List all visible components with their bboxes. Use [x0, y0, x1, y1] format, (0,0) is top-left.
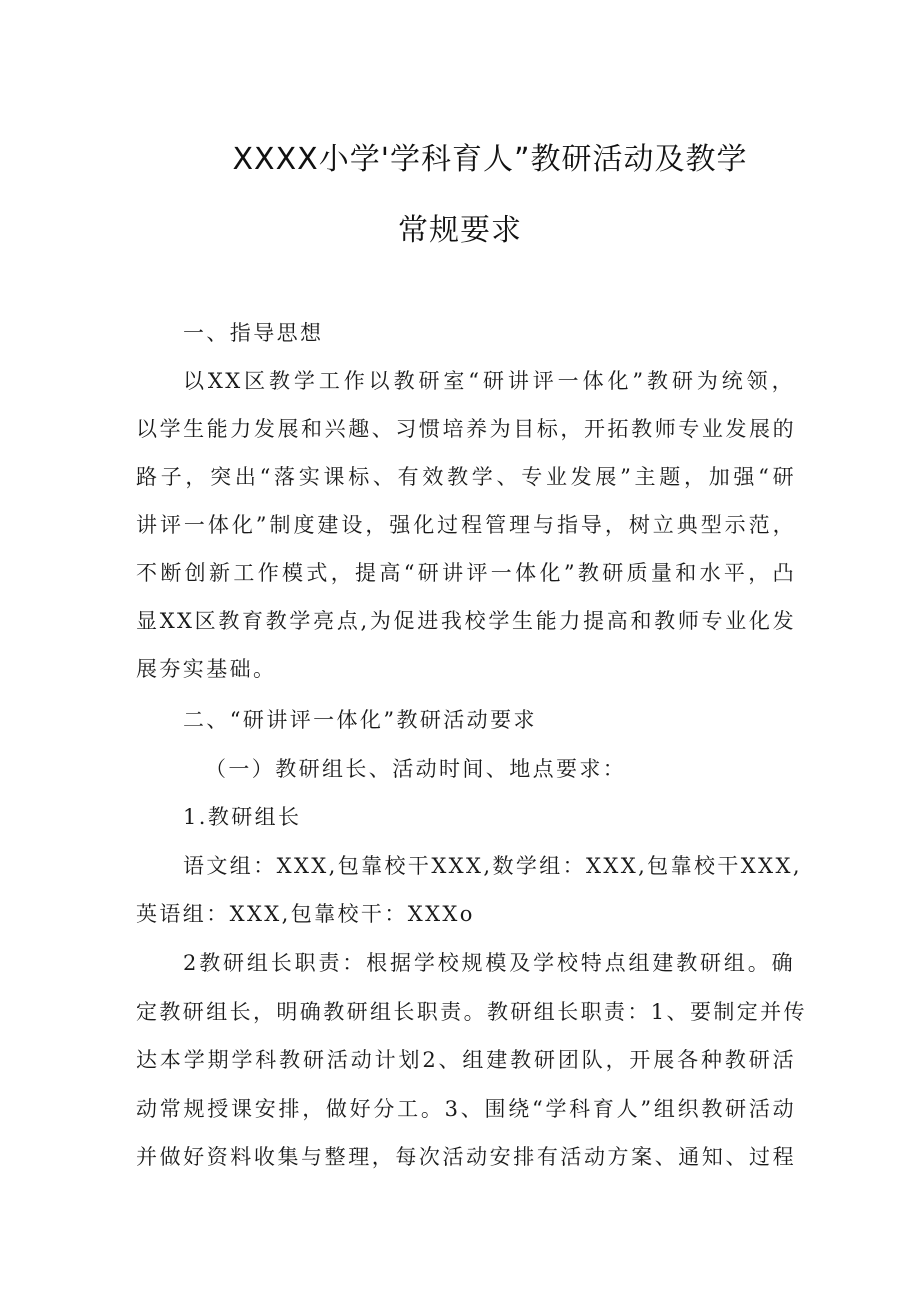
paragraph-line: 英语组：XXX,包靠校干：XXXo — [136, 902, 475, 926]
paragraph-line: 动常规授课安排，做好分工。3、围绕“学科育人”组织教研活动 — [136, 1097, 796, 1121]
paragraph-line: 以学生能力发展和兴趣、习惯培养为目标，开拓教师专业发展的 — [136, 417, 796, 441]
paragraph-line: 不断创新工作模式，提高“研讲评一体化”教研质量和水平，凸 — [136, 561, 796, 585]
paragraph-line: 讲评一体化”制度建设，强化过程管理与指导，树立典型示范， — [136, 513, 796, 537]
paragraph-line: 达本学期学科教研活动计划2、组建教研团队，开展各种教研活 — [136, 1048, 796, 1072]
paragraph-line: 并做好资料收集与整理，每次活动安排有活动方案、通知、过程 — [136, 1145, 796, 1169]
paragraph-line: 语文组：XXX,包靠校干XXX,数学组：XXX,包靠校干XXX, — [183, 854, 802, 878]
section-1-heading: 一、指导思想 — [183, 321, 324, 345]
section-2-heading: 二、“研讲评一体化”教研活动要求 — [183, 708, 537, 732]
paragraph-line: 显XX区教育教学亮点,为促进我校学生能力提高和教师专业化发 — [136, 609, 796, 633]
document-title-line-1: XXXX小学'学科育人”教研活动及教学 — [232, 142, 748, 177]
document-title-line-2: 常规要求 — [398, 213, 522, 248]
paragraph-line: 以XX区教学工作以教研室“研讲评一体化”教研为统领， — [183, 369, 795, 393]
paragraph-line: 路子，突出“落实课标、有效教学、专业发展”主题，加强“研 — [136, 465, 796, 489]
paragraph-line: 定教研组长，明确教研组长职责。教研组长职责：1、要制定并传 — [136, 1000, 807, 1024]
paragraph-line: 2教研组长职责：根据学校规模及学校特点组建教研组。确 — [183, 951, 795, 975]
paragraph-line: 展夯实基础。 — [136, 657, 277, 681]
subsection-heading: （一）教研组长、活动时间、地点要求： — [205, 757, 627, 781]
item-1-title: 1.教研组长 — [183, 805, 302, 829]
